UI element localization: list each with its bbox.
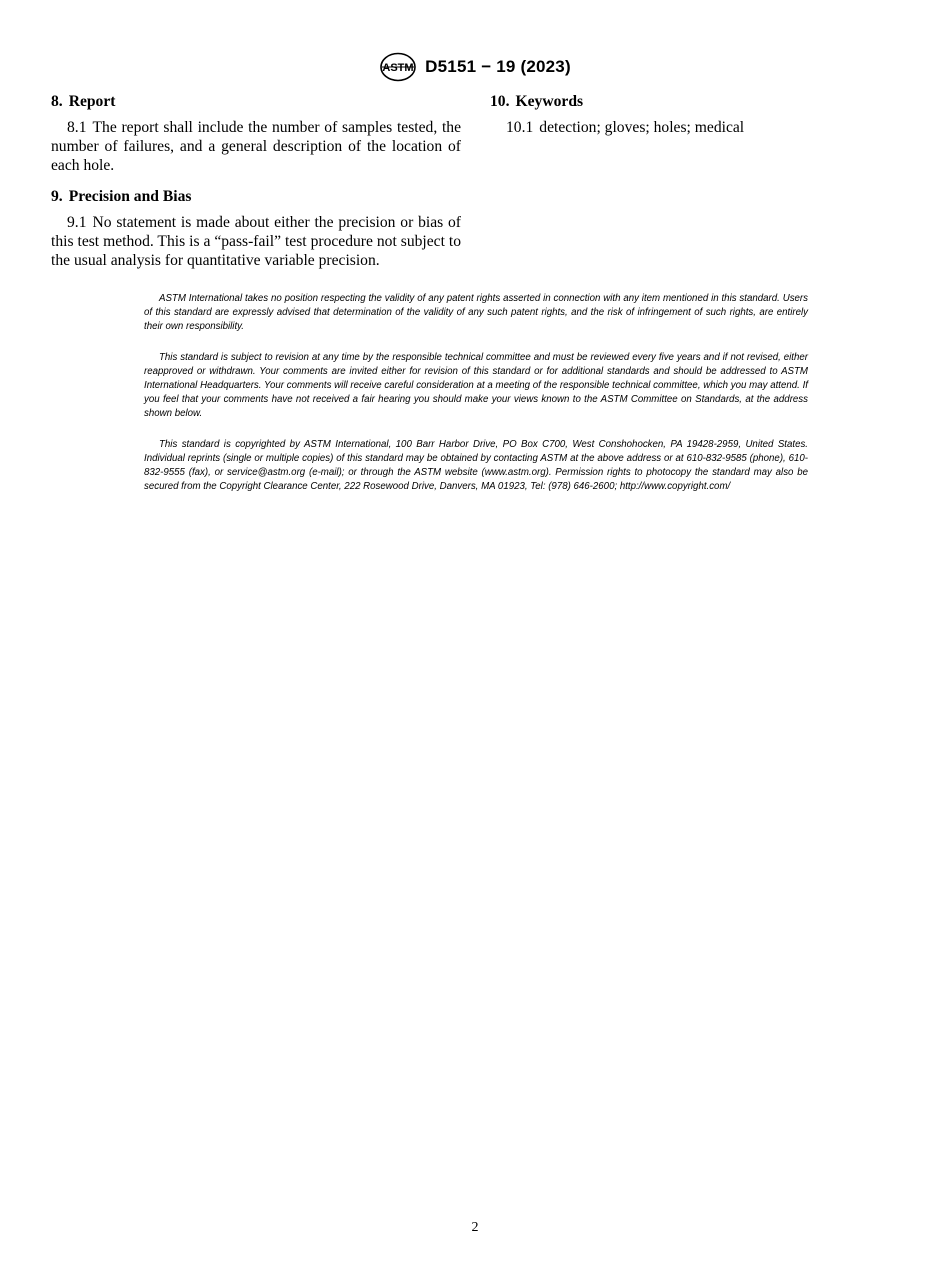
paragraph-9-1 <box>51 213 461 270</box>
section-number: 8. <box>51 93 63 110</box>
paragraph-8-1 <box>51 118 461 175</box>
right-column <box>490 92 900 149</box>
section-report-heading <box>51 92 461 112</box>
left-column <box>51 92 461 270</box>
page-header <box>0 52 950 82</box>
svg-text:ASTM: ASTM <box>382 62 414 74</box>
section-number: 9. <box>51 188 63 205</box>
revision-notice: This standard is subject to revision at any time by the responsible technical committee and must be reviewed every five years and if not revised, either reapproved or withdrawn. Your comments are invited either for revision of this standard or for additional standards and should be addressed to ASTM International Headquarters. Your comments will receive careful consideration at a meeting of the responsible technical committee, which you may attend. If you feel that your comments have not received a fair hearing you should make your views known to the ASTM Committee on Standards, at the address shown below. <box>144 352 808 419</box>
paragraph-text: The report shall include the number of samples tested, the number of failures, and a general description of the location of each hole. <box>51 119 461 174</box>
paragraph-10-1 <box>490 118 900 137</box>
paragraph-number: 10.1 <box>506 119 534 136</box>
page-number: 2 <box>471 1220 479 1235</box>
paragraph-number: 9.1 <box>67 214 87 231</box>
astm-logo-icon <box>379 52 417 82</box>
legal-notices <box>144 292 808 512</box>
section-title: Precision and Bias <box>68 188 192 205</box>
section-title: Report <box>68 93 116 110</box>
paragraph-text: detection; gloves; holes; medical <box>539 119 745 136</box>
copyright-notice: This standard is copyrighted by ASTM International, 100 Barr Harbor Drive, PO Box C700, West Conshohocken, PA 19428-2959, United States. Individual reprints (single or multiple copies) of this standard may be obtained by contacting ASTM at the above address or at 610-832-9585 (phone), 610-832-9555 (fax), or service@astm.org (e-mail); or through the ASTM website (www.astm.org). Permission rights to photocopy the standard may also be secured from the Copyright Clearance Center, 222 Rosewood Drive, Danvers, MA 01923, Tel: (978) 646-2600; http://www.copyright.com/ <box>144 439 808 492</box>
patent-notice: ASTM International takes no position respecting the validity of any patent rights asserted in connection with any item mentioned in this standard. Users of this standard are expressly advised that determination of the validity of any such patent rights, and the risk of infringement of such rights, are entirely their own responsibility. <box>144 293 808 332</box>
section-number: 10. <box>490 93 510 110</box>
paragraph-number: 8.1 <box>67 119 87 136</box>
section-precision-heading <box>51 187 461 207</box>
section-keywords-heading <box>490 92 900 112</box>
standard-designation: D5151 − 19 (2023) <box>425 57 571 76</box>
paragraph-text: No statement is made about either the precision or bias of this test method. This is a “pass-fail” test procedure not subject to the usual analysis for quantitative variable precision. <box>51 214 461 269</box>
section-title: Keywords <box>515 93 584 110</box>
